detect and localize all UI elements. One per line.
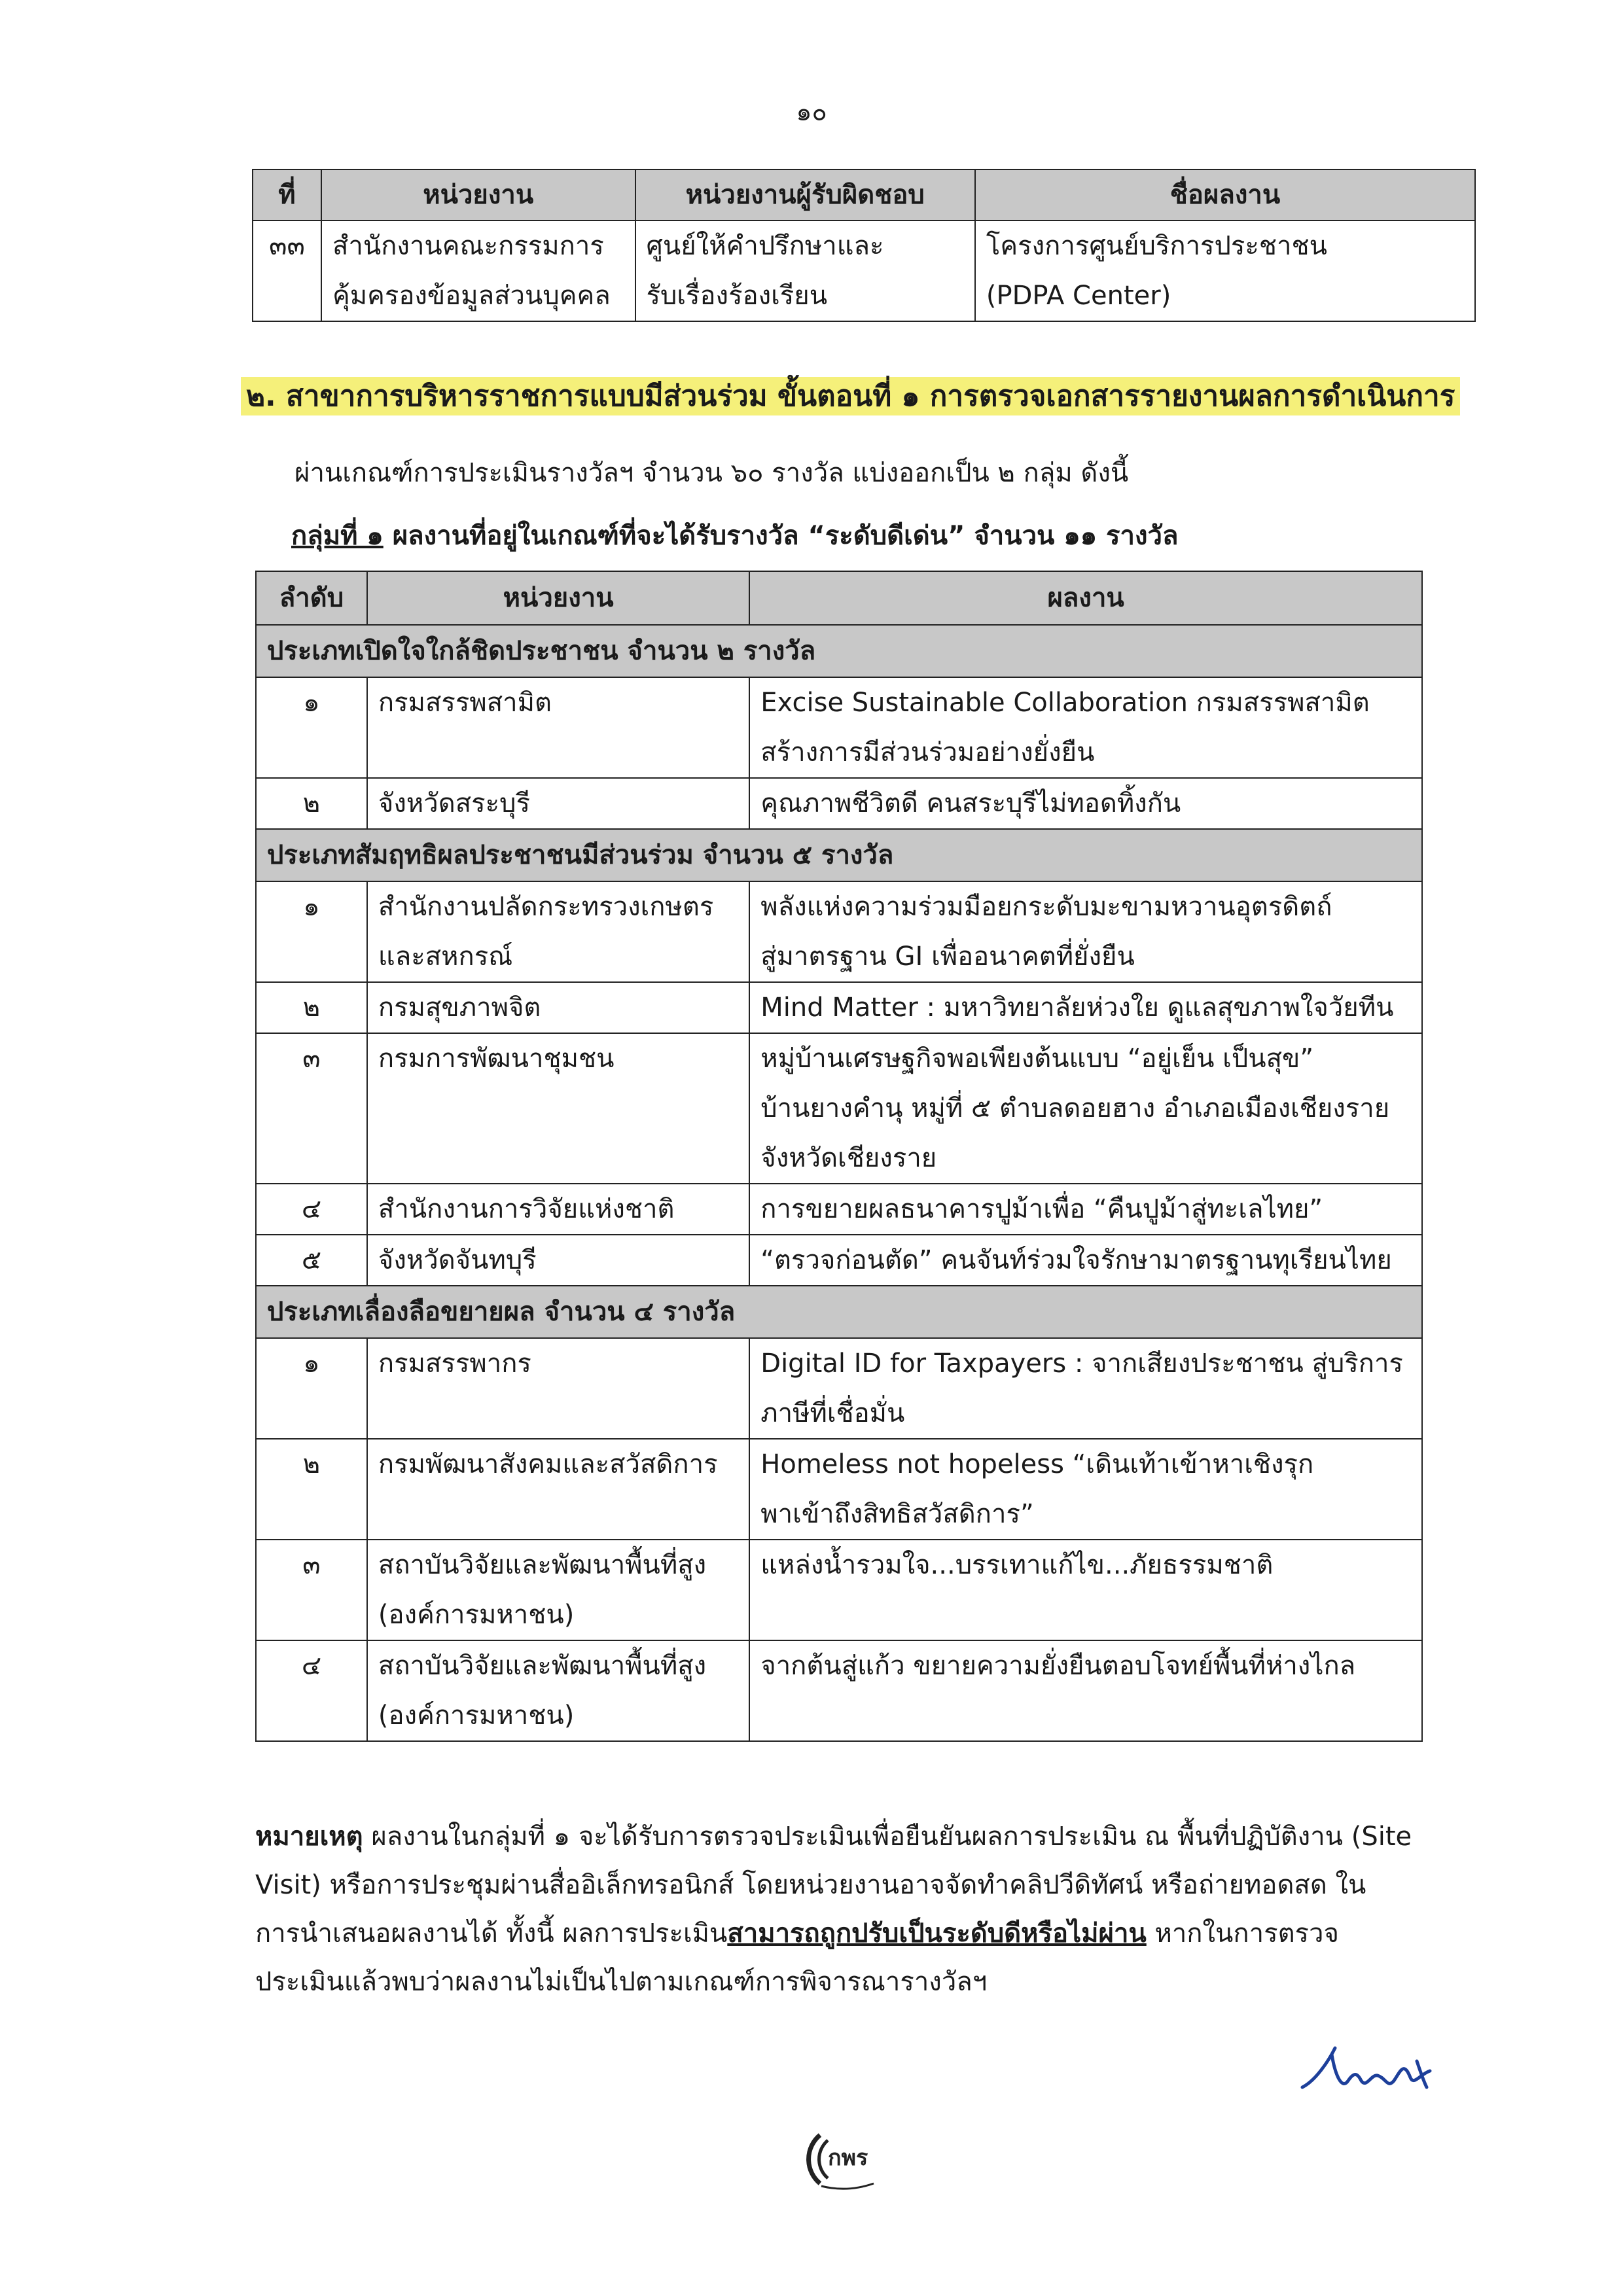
row-agency xyxy=(321,221,635,321)
agency-line: จังหวัดจันทบุรี xyxy=(378,1245,537,1275)
row-number: ๑ xyxy=(256,677,367,778)
awards-table-body xyxy=(256,625,1422,1741)
top-table-header xyxy=(253,169,1475,221)
row-work xyxy=(749,982,1422,1033)
group-line xyxy=(291,514,1178,556)
row-number: ๒ xyxy=(256,982,367,1033)
col-header-agency: หน่วยงาน xyxy=(367,571,749,625)
row-agency xyxy=(367,1540,749,1640)
unit-line: ศูนย์ให้คำปรึกษาและ xyxy=(646,231,884,261)
group-row xyxy=(256,1286,1422,1338)
agency-line: สถาบันวิจัยและพัฒนาพื้นที่สูง xyxy=(378,1550,707,1580)
group-row xyxy=(256,829,1422,881)
table-row xyxy=(256,1439,1422,1540)
row-number: ๑ xyxy=(256,881,367,982)
table-row xyxy=(256,1338,1422,1439)
work-line: จังหวัดเชียงราย xyxy=(760,1143,937,1173)
agency-line: จังหวัดสระบุรี xyxy=(378,788,530,819)
row-work xyxy=(749,1235,1422,1286)
table-row xyxy=(256,1640,1422,1741)
work-line: Mind Matter : มหาวิทยาลัยห่วงใย ดูแลสุขภาพใจวัยทีน xyxy=(760,993,1394,1023)
work-line: ภาษีที่เชื่อมั่น xyxy=(760,1398,905,1428)
group-title: ประเภทสัมฤทธิผลประชาชนมีส่วนร่วม จำนวน ๕ รางวัล xyxy=(256,829,1422,881)
agency-line: สำนักงานปลัดกระทรวงเกษตร xyxy=(378,892,714,922)
row-agency xyxy=(367,1235,749,1286)
row-work xyxy=(749,881,1422,982)
note-emphasis: สามารถถูกปรับเป็นระดับดีหรือไม่ผ่าน xyxy=(727,1918,1147,1949)
col-header-agency: หน่วยงาน xyxy=(321,169,635,221)
row-number: ๓ xyxy=(256,1033,367,1184)
row-number: ๒ xyxy=(256,778,367,829)
awards-table xyxy=(255,571,1423,1742)
row-work xyxy=(749,1540,1422,1640)
agency-line: กรมสรรพสามิต xyxy=(378,688,552,718)
agency-line: (องค์การมหาชน) xyxy=(378,1701,575,1731)
top-table xyxy=(252,169,1476,322)
row-agency xyxy=(367,778,749,829)
work-line: แหล่งน้ำรวมใจ...บรรเทาแก้ไข...ภัยธรรมชาติ xyxy=(760,1550,1274,1580)
logo-icon xyxy=(802,2123,887,2195)
work-line: คุณภาพชีวิตดี คนสระบุรีไม่ทอดทิ้งกัน xyxy=(760,788,1181,819)
col-header-no: ที่ xyxy=(253,169,321,221)
svg-text:กพร: กพร xyxy=(828,2145,868,2171)
row-number: ๓ xyxy=(256,1540,367,1640)
row-number: ๔ xyxy=(256,1640,367,1741)
table-row xyxy=(256,881,1422,982)
unit-line: รับเรื่องร้องเรียน xyxy=(646,281,828,311)
table-row xyxy=(256,1235,1422,1286)
group-label: กลุ่มที่ ๑ xyxy=(291,521,383,551)
table-row xyxy=(256,1033,1422,1184)
agency-line: กรมสุขภาพจิต xyxy=(378,993,541,1023)
page-number: ๑๐ xyxy=(796,97,827,126)
awards-table-header xyxy=(256,571,1422,625)
work-line: สู่มาตรฐาน GI เพื่ออนาคตที่ยั่งยืน xyxy=(760,942,1135,972)
agency-line: และสหกรณ์ xyxy=(378,942,513,972)
work-line: สร้างการมีส่วนร่วมอย่างยั่งยืน xyxy=(760,737,1095,768)
col-header-work: ชื่อผลงาน xyxy=(975,169,1475,221)
work-line: โครงการศูนย์บริการประชาชน xyxy=(986,231,1327,261)
row-agency xyxy=(367,1640,749,1741)
work-line: พาเข้าถึงสิทธิสวัสดิการ” xyxy=(760,1499,1034,1529)
note-paragraph xyxy=(255,1812,1427,2006)
row-work xyxy=(749,677,1422,778)
col-header-order: ลำดับ xyxy=(256,571,367,625)
table-row xyxy=(256,778,1422,829)
work-line: พลังแห่งความร่วมมือยกระดับมะขามหวานอุตรดิตถ์ xyxy=(760,892,1332,922)
table-row xyxy=(256,982,1422,1033)
row-agency xyxy=(367,677,749,778)
agency-line: กรมการพัฒนาชุมชน xyxy=(378,1044,615,1074)
signature-icon xyxy=(1296,2035,1446,2107)
work-line: Digital ID for Taxpayers : จากเสียงประชาชน สู่บริการ xyxy=(760,1349,1403,1379)
group-row xyxy=(256,625,1422,677)
work-line: หมู่บ้านเศรษฐกิจพอเพียงต้นแบบ “อยู่เย็น เป็นสุข” xyxy=(760,1044,1314,1074)
work-line: Excise Sustainable Collaboration กรมสรรพสามิต xyxy=(760,688,1370,718)
agency-line: คุ้มครองข้อมูลส่วนบุคคล xyxy=(332,281,611,311)
agency-line: กรมพัฒนาสังคมและสวัสดิการ xyxy=(378,1449,718,1479)
row-work xyxy=(749,1439,1422,1540)
table-row xyxy=(253,221,1475,321)
row-agency xyxy=(367,1033,749,1184)
row-number: ๓๓ xyxy=(253,221,321,321)
row-work xyxy=(975,221,1475,321)
row-number: ๒ xyxy=(256,1439,367,1540)
signature xyxy=(1296,2035,1446,2110)
group-description: ผลงานที่อยู่ในเกณฑ์ที่จะได้รับรางวัล “ระดับดีเด่น” จำนวน ๑๑ รางวัล xyxy=(383,521,1179,551)
logo xyxy=(802,2123,887,2198)
row-work xyxy=(749,1184,1422,1235)
note-text-after: หากในการตรวจประเมินแล้วพบว่าผลงานไม่เป็นไปตามเกณฑ์การพิจารณารางวัลฯ xyxy=(255,1918,1339,1997)
agency-line: (องค์การมหาชน) xyxy=(378,1600,575,1630)
note-label: หมายเหตุ xyxy=(255,1822,363,1852)
section-intro: ผ่านเกณฑ์การประเมินรางวัลฯ จำนวน ๖๐ รางวัล แบ่งออกเป็น ๒ กลุ่ม ดังนี้ xyxy=(294,458,1129,488)
agency-line: สถาบันวิจัยและพัฒนาพื้นที่สูง xyxy=(378,1651,707,1681)
note-text-before: ผลงานในกลุ่มที่ ๑ จะได้รับการตรวจประเมินเพื่อยืนยันผลการประเมิน ณ พื้นที่ปฏิบัติงาน (Site Visit) หรือการประชุมผ่านสื่ออิเล็กทรอนิกส์ โดยหน่วยงานอาจจัดทำคลิปวีดิทัศน์ หรือถ่ายทอดสด ในการนำเสนอผลงานได้ ทั้งนี้ ผลการประเมิน xyxy=(255,1822,1412,1949)
row-number: ๔ xyxy=(256,1184,367,1235)
table-row xyxy=(256,1540,1422,1640)
work-line: (PDPA Center) xyxy=(986,281,1171,311)
group-title: ประเภทเปิดใจใกล้ชิดประชาชน จำนวน ๒ รางวัล xyxy=(256,625,1422,677)
row-agency xyxy=(367,1184,749,1235)
row-work xyxy=(749,1640,1422,1741)
row-agency xyxy=(367,982,749,1033)
row-agency xyxy=(367,1439,749,1540)
agency-line: สำนักงานคณะกรรมการ xyxy=(332,231,604,261)
table-row xyxy=(256,677,1422,778)
row-work xyxy=(749,1033,1422,1184)
work-line: “ตรวจก่อนตัด” คนจันท์ร่วมใจรักษามาตรฐานทุเรียนไทย xyxy=(760,1245,1392,1275)
work-line: การขยายผลธนาคารปูม้าเพื่อ “คืนปูม้าสู่ทะเลไทย” xyxy=(760,1194,1323,1224)
row-work xyxy=(749,1338,1422,1439)
col-header-work: ผลงาน xyxy=(749,571,1422,625)
row-number: ๕ xyxy=(256,1235,367,1286)
agency-line: สำนักงานการวิจัยแห่งชาติ xyxy=(378,1194,675,1224)
table-row xyxy=(256,1184,1422,1235)
agency-line: กรมสรรพากร xyxy=(378,1349,531,1379)
row-unit xyxy=(635,221,975,321)
section-heading-text: ๒. สาขาการบริหารราชการแบบมีส่วนร่วม ขั้นตอนที่ ๑ การตรวจเอกสารรายงานผลการดำเนินการ xyxy=(241,377,1460,415)
row-agency xyxy=(367,1338,749,1439)
work-line: Homeless not hopeless “เดินเท้าเข้าหาเชิงรุก xyxy=(760,1449,1314,1479)
group-title: ประเภทเลื่องลือขยายผล จำนวน ๔ รางวัล xyxy=(256,1286,1422,1338)
row-number: ๑ xyxy=(256,1338,367,1439)
row-work xyxy=(749,778,1422,829)
work-line: บ้านยางคำนุ หมู่ที่ ๕ ตำบลดอยฮาง อำเภอเมืองเชียงราย xyxy=(760,1093,1390,1123)
work-line: จากต้นสู่แก้ว ขยายความยั่งยืนตอบโจทย์พื้นที่ห่างไกล xyxy=(760,1651,1356,1681)
col-header-unit: หน่วยงานผู้รับผิดชอบ xyxy=(635,169,975,221)
row-agency xyxy=(367,881,749,982)
section-heading xyxy=(241,373,1460,419)
